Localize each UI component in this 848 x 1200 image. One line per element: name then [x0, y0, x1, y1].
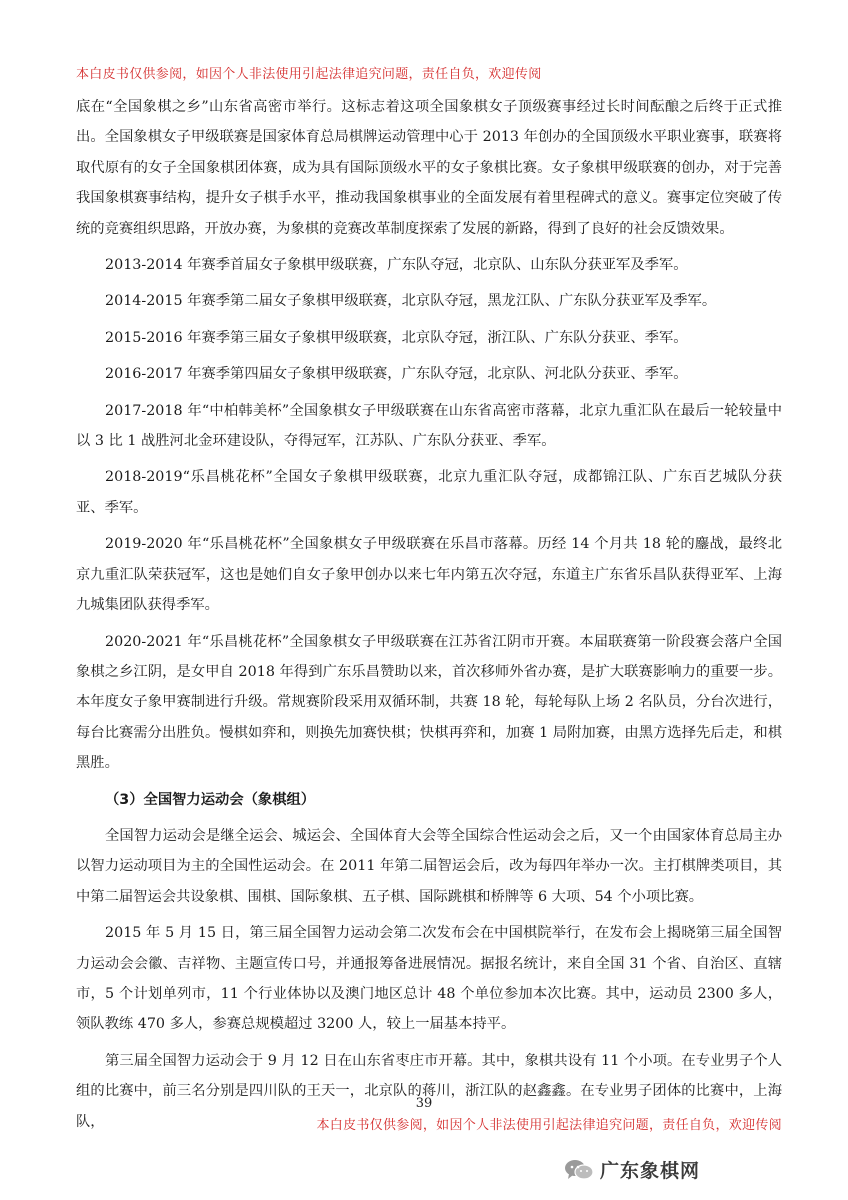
- footer-disclaimer: 本白皮书仅供参阅，如因个人非法使用引起法律追究问题，责任自负，欢迎传阅: [316, 1118, 782, 1133]
- paragraph: 2015-2016 年赛季第三届女子象棋甲级联赛，北京队夺冠，浙江队、广东队分获亚、季军。: [105, 329, 688, 346]
- paragraph: 底在“全国象棋之乡”山东省高密市举行。这标志着这项全国象棋女子顶级赛事经过长时间酝酿之后终于正式推出。全国象棋女子甲级联赛是国家体育总局棋牌运动管理中心于 2013 年创办的全国顶级水平职业赛事，联赛将取代原有的女子全国象棋团体赛，成为具有国际顶级水平的女子象棋比赛。女子象棋甲级联赛的创办，对于完善我国象棋赛事结构，提升女子棋手水平，推动我国象棋事业的全面发展有着里程碑式的意义。赛事定位突破了传统的竞赛组织思路，开放办赛，为象棋的竞赛改革制度探索了发展的新路，得到了良好的社会反馈效果。: [76, 99, 782, 237]
- paragraph: 2017-2018 年“中柏韩美杯”全国象棋女子甲级联赛在山东省高密市落幕，北京九重汇队在最后一轮较量中以 3 比 1 战胜河北金环建设队，夺得冠军，江苏队、广东队分获亚、季军。: [76, 402, 782, 450]
- paragraph: 2018-2019“乐昌桃花杯”全国女子象棋甲级联赛，北京九重汇队夺冠，成都锦江队、广东百艺城队分获亚、季军。: [76, 469, 782, 516]
- watermark: [564, 1156, 700, 1183]
- paragraph: 2014-2015 年赛季第二届女子象棋甲级联赛，北京队夺冠，黑龙江队、广东队分获亚军及季军。: [105, 293, 717, 310]
- watermark-text: 广东象棋网: [599, 1160, 700, 1182]
- header-disclaimer: 本白皮书仅供参阅，如因个人非法使用引起法律追究问题，责任自负，欢迎传阅: [76, 67, 542, 82]
- wechat-icon: [564, 1159, 594, 1181]
- paragraph: 2013-2014 年赛季首届女子象棋甲级联赛，广东队夺冠，北京队、山东队分获亚军及季军。: [105, 257, 688, 274]
- paragraph: 2016-2017 年赛季第四届女子象棋甲级联赛，广东队夺冠，北京队、河北队分获亚、季军。: [105, 366, 688, 383]
- paragraph: 2019-2020 年“乐昌桃花杯”全国象棋女子甲级联赛在乐昌市落幕。历经 14 个月共 18 轮的鏖战，最终北京九重汇队荣获冠军，这也是她们自女子象甲创办以来七年内第五次夺冠，东道主广东省乐昌队获得亚军、上海九城集团队获得季军。: [76, 536, 782, 614]
- document-body: [76, 92, 782, 1143]
- page-number: 39: [415, 1096, 433, 1111]
- paragraph: 2015 年 5 月 15 日，第三届全国智力运动会第二次发布会在中国棋院举行，在发布会上揭晓第三届全国智力运动会会徽、吉祥物、主题宣传口号，并通报筹备进展情况。据报名统计，来自全国 31 个省、自治区、直辖市，5 个计划单列市，11 个行业体协以及澳门地区总计 48 个单位参加本次比赛。其中，运动员 2300 多人，领队教练 470 多人，参赛总规模超过 3200 人，较上一届基本持平。: [76, 925, 782, 1033]
- paragraph: 2020-2021 年“乐昌桃花杯”全国象棋女子甲级联赛在江苏省江阴市开赛。本届联赛第一阶段赛会落户全国象棋之乡江阴，是女甲自 2018 年得到广东乐昌赞助以来，首次移师外省办赛，是扩大联赛影响力的重要一步。本年度女子象甲赛制进行升级。常规赛阶段采用双循环制，共赛 18 轮，每轮每队上场 2 名队员，分台次进行，每台比赛需分出胜负。慢棋如弈和，则换先加赛快棋；快棋再弈和，加赛 1 局附加赛，由黑方选择先后走，和棋黑胜。: [76, 633, 782, 772]
- paragraph: 第三届全国智力运动会于 9 月 12 日在山东省枣庄市开幕。其中，象棋共设有 11 个小项。在专业男子个人组的比赛中，前三名分别是四川队的王天一，北京队的蒋川，浙江队的赵鑫鑫。在专业男子团体的比赛中，上海队，: [76, 1052, 782, 1130]
- paragraph: 全国智力运动会是继全运会、城运会、全国体育大会等全国综合性运动会之后，又一个由国家体育总局主办以智力运动项目为主的全国性运动会。在 2011 年第二届智运会后，改为每四年举办一次。主打棋牌类项目，其中第二届智运会共设象棋、围棋、国际象棋、五子棋、国际跳棋和桥牌等 6 大项、54 个小项比赛。: [76, 827, 782, 905]
- section-heading: （3）全国智力运动会（象棋组）: [105, 791, 316, 808]
